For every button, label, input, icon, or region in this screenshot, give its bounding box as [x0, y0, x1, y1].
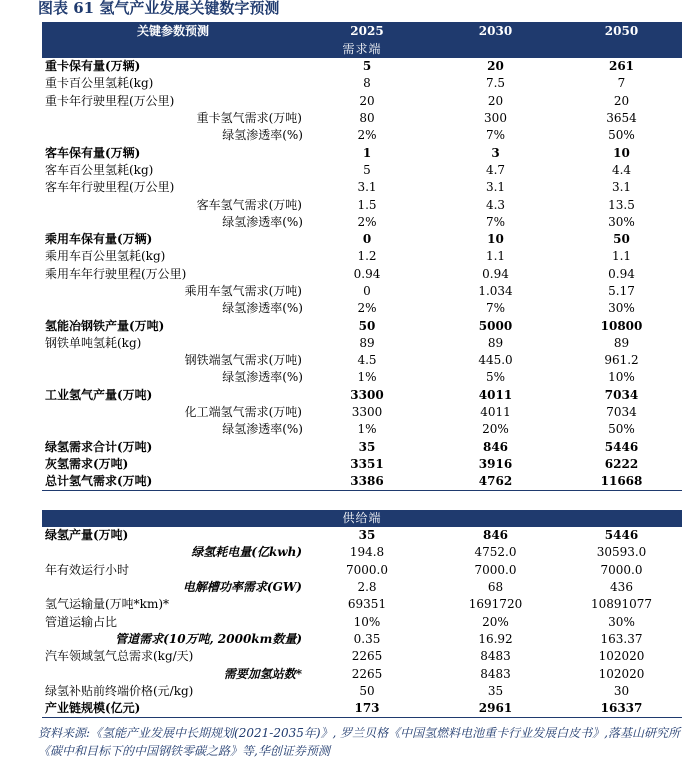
- row-label: 客车氢气需求(万吨): [196, 197, 302, 212]
- row-label: 重卡氢气需求(万吨): [196, 111, 302, 126]
- row-value: 7%: [485, 128, 506, 143]
- row-label: 管道运输占比: [45, 614, 118, 629]
- row-value: 30: [613, 683, 630, 698]
- row-value: 2265: [351, 649, 383, 664]
- table-row: [42, 404, 682, 421]
- row-value: 7000.0: [346, 562, 388, 577]
- row-value: 3.1: [611, 180, 632, 195]
- row-label: 乘用车百公里氢耗(kg): [45, 249, 166, 264]
- row-value: 5: [363, 162, 371, 177]
- row-value: 1.1: [611, 249, 632, 264]
- row-value: 194.8: [349, 545, 385, 560]
- row-value: 2.8: [357, 580, 377, 595]
- row-value: 961.2: [604, 353, 639, 368]
- row-value: 1.5: [357, 197, 377, 212]
- table-row: [42, 473, 682, 491]
- row-value: 846: [482, 439, 509, 454]
- table-row: [42, 369, 682, 386]
- source-note: 资料来源:《氢能产业发展中长期规划(2021-2035年)》, 罗兰贝格《中国氢燃料电池重卡行业发展白皮书》,落基山研究所《碳中和目标下的中国钢铁零碳之路》等,华创证券预测: [38, 726, 680, 758]
- row-value: 846: [482, 528, 509, 543]
- row-value: 7: [617, 76, 626, 91]
- row-label: 重卡百公里氢耗(kg): [45, 76, 154, 91]
- row-value: 30%: [608, 614, 635, 629]
- row-value: 8: [363, 76, 371, 91]
- row-value: 8483: [480, 666, 511, 681]
- demand-table: [42, 22, 682, 491]
- row-label: 客车年行驶里程(万公里): [45, 180, 175, 195]
- table-row: [42, 544, 682, 561]
- row-label: 绿氢渗透率(%): [222, 422, 303, 437]
- section-label: 供给端: [42, 510, 682, 527]
- table-row: [42, 335, 682, 352]
- table-row: [42, 439, 682, 456]
- row-value: 35: [487, 683, 504, 698]
- row-value: 5%: [485, 370, 506, 385]
- table-row: [42, 579, 682, 596]
- row-value: 102020: [598, 666, 645, 681]
- row-value: 0.35: [353, 631, 381, 646]
- row-value: 3: [491, 145, 500, 160]
- row-value: 4762: [430, 473, 561, 491]
- row-value: 2%: [357, 214, 377, 229]
- figure-title: 图表 61 氢气产业发展关键数字预测: [38, 0, 280, 17]
- row-value: 5: [362, 59, 372, 74]
- row-value: 2%: [357, 301, 377, 316]
- row-value: 0: [362, 232, 372, 247]
- row-value: 4.7: [485, 162, 506, 177]
- table-row: [42, 562, 682, 579]
- row-value: 3.1: [485, 180, 506, 195]
- row-value: 261: [608, 59, 635, 74]
- row-value: 50: [613, 232, 630, 247]
- row-value: 7%: [485, 301, 506, 316]
- row-label: 绿氢耗电量(亿kwh): [191, 545, 302, 560]
- row-value: 5.17: [608, 284, 635, 298]
- row-value: 300: [484, 111, 507, 126]
- row-label: 绿氢渗透率(%): [222, 214, 303, 229]
- row-label: 产业链规模(亿元): [42, 700, 304, 718]
- section-row: [42, 510, 682, 527]
- row-value: 89: [359, 335, 375, 350]
- row-value: 1691720: [468, 597, 523, 612]
- row-value: 20: [487, 59, 504, 74]
- table-row: [42, 179, 682, 196]
- row-label: 绿氢补贴前终端价格(元/kg): [45, 683, 194, 698]
- row-label: 氢气运输量(万吨*km)*: [45, 597, 170, 612]
- row-value: 1%: [357, 370, 377, 385]
- table-row: [42, 196, 682, 213]
- row-value: 89: [487, 335, 504, 350]
- row-value: 2265: [351, 666, 383, 681]
- table-row: [42, 317, 682, 334]
- row-value: 35: [358, 528, 376, 543]
- table-row: [42, 162, 682, 179]
- row-value: 7034: [604, 387, 639, 402]
- row-label: 乘用车保有量(万辆): [45, 232, 153, 247]
- table-row: [42, 700, 682, 718]
- table-row: [42, 683, 682, 700]
- header-row: [42, 22, 682, 41]
- row-label: 钢铁单吨氢耗(kg): [45, 335, 142, 350]
- row-value: 0: [363, 284, 371, 298]
- row-value: 436: [610, 580, 633, 595]
- row-label: 灰氢需求(万吨): [45, 456, 129, 471]
- table-row: [42, 456, 682, 473]
- supply-table: [42, 510, 682, 718]
- table-row: [42, 527, 682, 544]
- row-value: 4752.0: [474, 545, 517, 560]
- row-label: 工业氢气产量(万吨): [45, 387, 153, 402]
- table-row: [42, 283, 682, 300]
- row-value: 20: [613, 93, 630, 108]
- row-value: 11668: [561, 473, 682, 491]
- row-value: 10%: [353, 614, 381, 629]
- row-value: 10: [613, 145, 630, 160]
- row-value: 20: [487, 93, 504, 108]
- row-label: 汽车领域氢气总需求(kg/天): [45, 649, 194, 664]
- row-value: 80: [359, 111, 375, 126]
- row-value: 7000.0: [600, 562, 643, 577]
- column-header: 2050: [561, 22, 682, 41]
- table-row: [42, 665, 682, 682]
- column-header: 2030: [430, 22, 561, 41]
- table-row: [42, 300, 682, 317]
- row-value: 1%: [357, 422, 377, 437]
- row-value: 2961: [430, 700, 561, 718]
- row-value: 2%: [357, 128, 377, 143]
- row-value: 5000: [478, 318, 513, 333]
- row-label: 钢铁端氢气需求(万吨): [184, 353, 302, 368]
- row-label: 需要加氢站数*: [223, 666, 302, 681]
- row-value: 3.1: [357, 180, 377, 195]
- row-value: 1.2: [357, 249, 377, 264]
- row-label: 乘用车氢气需求(万吨): [184, 284, 302, 298]
- row-label: 绿氢渗透率(%): [222, 370, 303, 385]
- row-value: 4.4: [611, 162, 632, 177]
- table-row: [42, 110, 682, 127]
- table-row: [42, 75, 682, 92]
- row-value: 7%: [485, 214, 506, 229]
- row-value: 1: [362, 145, 372, 160]
- row-value: 50%: [608, 422, 635, 437]
- row-value: 50: [358, 318, 376, 333]
- row-value: 50: [359, 683, 375, 698]
- row-value: 89: [613, 335, 630, 350]
- row-value: 20: [359, 93, 375, 108]
- table-row: [42, 613, 682, 630]
- row-label: 绿氢渗透率(%): [222, 128, 303, 143]
- row-value: 5446: [604, 528, 639, 543]
- row-label: 客车保有量(万辆): [45, 145, 141, 160]
- row-value: 13.5: [608, 197, 635, 212]
- row-value: 35: [358, 439, 376, 454]
- row-value: 7000.0: [474, 562, 517, 577]
- row-value: 3300: [350, 387, 384, 402]
- row-value: 4.5: [357, 353, 377, 368]
- table-row: [42, 248, 682, 265]
- row-value: 10891077: [590, 597, 653, 612]
- column-header: 关键参数预测: [42, 22, 304, 41]
- row-value: 20%: [482, 422, 509, 437]
- row-value: 10%: [608, 370, 635, 385]
- row-value: 10800: [600, 318, 643, 333]
- table-row: [42, 231, 682, 248]
- row-value: 1.034: [478, 284, 513, 298]
- table-row: [42, 214, 682, 231]
- table-row: [42, 127, 682, 144]
- row-value: 3386: [304, 473, 430, 491]
- row-label: 客车百公里氢耗(kg): [45, 162, 154, 177]
- row-value: 3351: [350, 456, 384, 471]
- row-label: 绿氢渗透率(%): [222, 301, 303, 316]
- row-value: 8483: [480, 649, 511, 664]
- row-label: 绿氢产量(万吨): [45, 528, 129, 543]
- section-row: [42, 41, 682, 58]
- row-label: 重卡保有量(万辆): [45, 59, 141, 74]
- row-value: 69351: [347, 597, 387, 612]
- row-value: 4011: [480, 405, 511, 420]
- row-value: 3916: [478, 456, 513, 471]
- row-value: 4.3: [485, 197, 506, 212]
- row-value: 30593.0: [596, 545, 647, 560]
- row-value: 6222: [604, 456, 639, 471]
- row-value: 68: [487, 580, 504, 595]
- table-row: [42, 387, 682, 404]
- row-value: 30%: [608, 301, 635, 316]
- row-value: 1.1: [485, 249, 506, 264]
- row-label: 氢能冶钢铁产量(万吨): [45, 318, 165, 333]
- row-value: 3654: [606, 111, 637, 126]
- row-value: 0.94: [353, 266, 381, 281]
- row-label: 重卡年行驶里程(万公里): [45, 93, 175, 108]
- row-label: 乘用车年行驶里程(万公里): [45, 266, 187, 281]
- table-row: [42, 421, 682, 438]
- row-label: 总计氢气需求(万吨): [42, 473, 304, 491]
- row-value: 173: [304, 700, 430, 718]
- table-row: [42, 648, 682, 665]
- section-label: 需求端: [42, 41, 682, 58]
- row-value: 4011: [478, 387, 513, 402]
- row-value: 102020: [598, 649, 645, 664]
- row-value: 0.94: [482, 266, 509, 281]
- row-value: 445.0: [478, 353, 513, 368]
- row-value: 30%: [608, 214, 635, 229]
- table-row: [42, 631, 682, 648]
- column-header: 2025: [304, 22, 430, 41]
- row-label: 电解槽功率需求(GW): [182, 580, 302, 595]
- table-row: [42, 352, 682, 369]
- row-value: 16.92: [478, 631, 513, 646]
- table-row: [42, 266, 682, 283]
- row-value: 5446: [604, 439, 639, 454]
- row-value: 10: [487, 232, 504, 247]
- table-row: [42, 93, 682, 110]
- row-value: 7.5: [485, 76, 506, 91]
- row-label: 年有效运行小时: [45, 562, 130, 577]
- row-label: 管道需求(10万吨, 2000km数量): [115, 631, 302, 646]
- table-row: [42, 58, 682, 75]
- row-value: 20%: [482, 614, 509, 629]
- row-value: 0.94: [608, 266, 635, 281]
- row-label: 绿氢需求合计(万吨): [45, 439, 153, 454]
- row-value: 3300: [351, 405, 383, 420]
- row-value: 16337: [561, 700, 682, 718]
- table-row: [42, 596, 682, 613]
- row-value: 163.37: [600, 631, 643, 646]
- table-row: [42, 144, 682, 161]
- row-label: 化工端氢气需求(万吨): [184, 405, 302, 420]
- row-value: 7034: [606, 405, 637, 420]
- row-value: 50%: [608, 128, 635, 143]
